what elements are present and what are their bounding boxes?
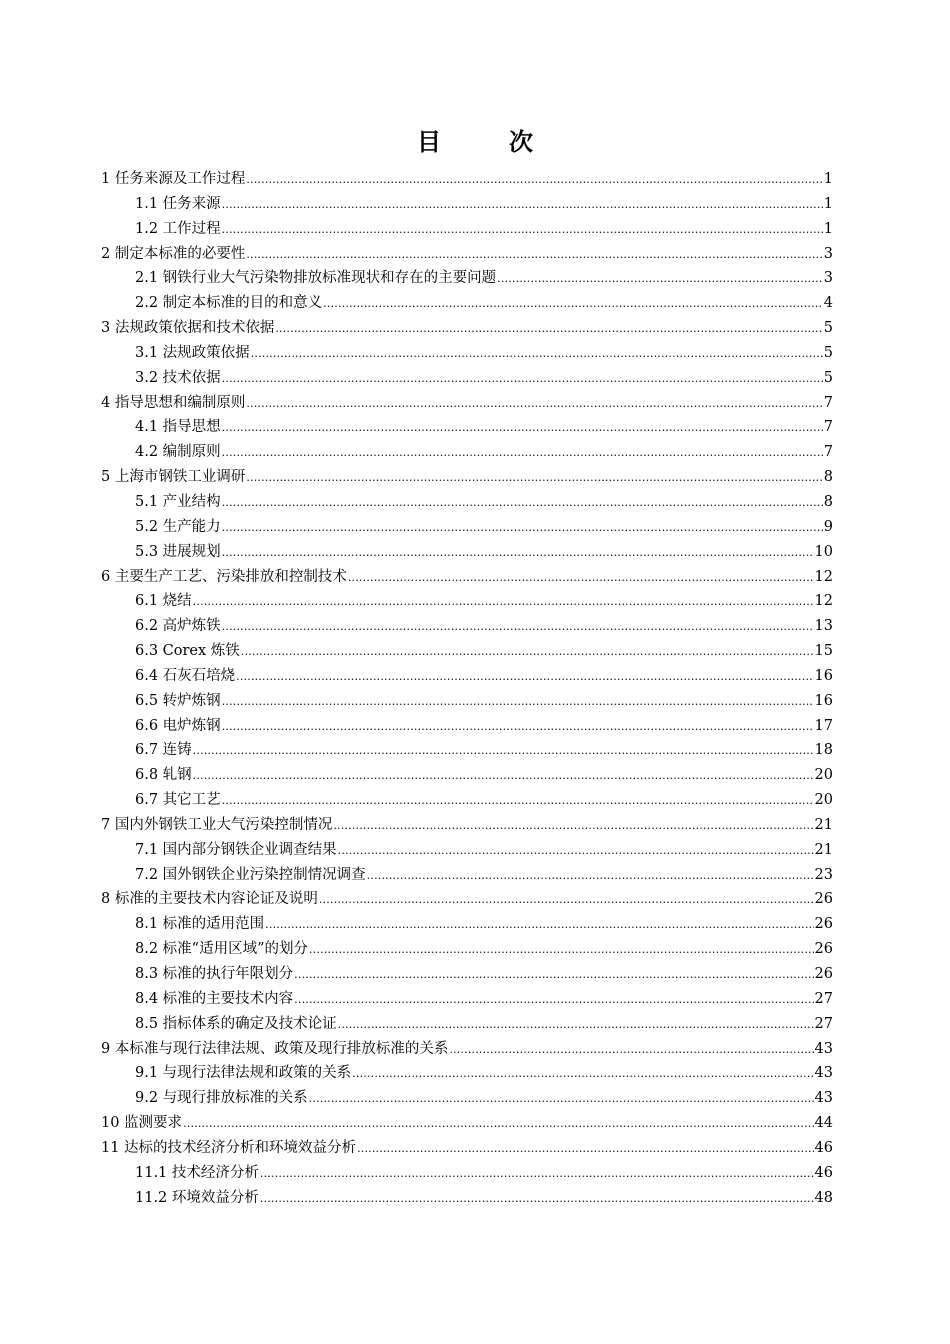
toc-entry-label: 5 上海市钢铁工业调研: [101, 469, 246, 486]
toc-subsection-entry[interactable]: [101, 614, 833, 639]
toc-subsection-entry[interactable]: [101, 490, 833, 515]
toc-entry-label: 6.1 烧结: [135, 593, 192, 610]
toc-dot-leader: [260, 1162, 814, 1187]
toc-entry-label: 7.2 国外钢铁企业污染控制情况调查: [135, 866, 366, 883]
toc-page-number: 46: [814, 1164, 833, 1181]
toc-subsection-entry[interactable]: [101, 763, 833, 788]
toc-page-number: 44: [814, 1115, 833, 1132]
toc-page-number: 21: [814, 816, 833, 833]
toc-subsection-entry[interactable]: [101, 838, 833, 863]
toc-entry-label: 5.3 进展规划: [135, 543, 221, 560]
toc-dot-leader: [222, 690, 814, 715]
toc-subsection-entry[interactable]: [101, 1061, 833, 1086]
toc-dot-leader: [338, 839, 814, 864]
toc-subsection-entry[interactable]: [101, 1012, 833, 1037]
toc-dot-leader: [222, 516, 823, 541]
toc-section-entry[interactable]: [101, 1136, 833, 1161]
toc-page-number: 43: [814, 1090, 833, 1107]
toc-page-number: 13: [814, 618, 833, 635]
toc-dot-leader: [222, 441, 823, 466]
toc-subsection-entry[interactable]: [101, 540, 833, 565]
toc-page-number: 26: [814, 966, 833, 982]
toc-dot-leader: [183, 1112, 813, 1137]
toc-section-entry[interactable]: [101, 1037, 833, 1062]
toc-page-number: 5: [823, 320, 833, 337]
toc-dot-leader: [275, 317, 822, 342]
toc-page-number: 16: [814, 667, 833, 684]
toc-subsection-entry[interactable]: [101, 689, 833, 714]
toc-entry-label: 2 制定本标准的必要性: [101, 245, 246, 262]
table-of-contents: [101, 167, 833, 1210]
toc-entry-label: 6 主要生产工艺、污染排放和控制技术: [101, 568, 347, 585]
toc-entry-label: 1.1 任务来源: [135, 195, 221, 212]
toc-subsection-entry[interactable]: [101, 217, 833, 242]
toc-subsection-entry[interactable]: [101, 714, 833, 739]
toc-dot-leader: [222, 715, 814, 740]
toc-page-number: 46: [814, 1139, 833, 1156]
toc-page-number: 27: [814, 1015, 833, 1032]
toc-page-number: 8: [823, 469, 833, 486]
toc-dot-leader: [367, 864, 814, 889]
toc-subsection-entry[interactable]: [101, 664, 833, 689]
toc-entry-label: 9.2 与现行排放标准的关系: [135, 1090, 308, 1107]
toc-page-number: 18: [814, 742, 833, 759]
toc-page-number: 1: [823, 195, 833, 212]
toc-page-number: 43: [814, 1040, 833, 1057]
toc-subsection-entry[interactable]: [101, 738, 833, 763]
toc-subsection-entry[interactable]: [101, 366, 833, 391]
toc-entry-label: 5.1 产业结构: [135, 493, 221, 510]
toc-entry-label: 6.7 其它工艺: [135, 792, 221, 809]
toc-entry-label: 3.1 法规政策依据: [135, 344, 250, 361]
toc-entry-label: 4.1 指导思想: [135, 419, 221, 436]
toc-page-number: 10: [814, 543, 833, 560]
toc-dot-leader: [348, 566, 814, 591]
toc-section-entry[interactable]: [101, 391, 833, 416]
toc-entry-label: 6.6 电炉炼钢: [135, 717, 221, 734]
toc-subsection-entry[interactable]: [101, 515, 833, 540]
toc-subsection-entry[interactable]: [101, 1161, 833, 1186]
toc-entry-label: 2.1 钢铁行业大气污染物排放标准现状和存在的主要问题: [135, 270, 497, 287]
toc-dot-leader: [222, 416, 823, 441]
toc-section-entry[interactable]: [101, 465, 833, 490]
toc-page-number: 20: [814, 767, 833, 784]
toc-entry-label: 4 指导思想和编制原则: [101, 394, 246, 411]
toc-dot-leader: [222, 218, 823, 243]
toc-page-number: 15: [814, 643, 833, 660]
toc-entry-label: 11.2 环境效益分析: [135, 1189, 259, 1206]
toc-section-entry[interactable]: [101, 167, 833, 192]
toc-dot-leader: [222, 491, 823, 516]
toc-page-number: 5: [823, 369, 833, 386]
toc-dot-leader: [193, 764, 814, 789]
toc-dot-leader: [357, 1137, 813, 1162]
toc-subsection-entry[interactable]: [101, 266, 833, 291]
toc-subsection-entry[interactable]: [101, 341, 833, 366]
toc-page-number: 23: [814, 866, 833, 883]
toc-dot-leader: [294, 963, 813, 988]
toc-dot-leader: [222, 789, 814, 814]
toc-page-number: 26: [814, 891, 833, 908]
toc-dot-leader: [241, 640, 814, 665]
toc-dot-leader: [309, 1087, 814, 1112]
toc-page-number: 7: [823, 444, 833, 461]
toc-subsection-entry[interactable]: [101, 937, 833, 962]
toc-entry-label: 8.1 标准的适用范围: [135, 916, 265, 933]
toc-page-number: 43: [814, 1065, 833, 1082]
toc-dot-leader: [294, 988, 813, 1013]
toc-dot-leader: [319, 888, 814, 913]
toc-subsection-entry[interactable]: [101, 415, 833, 440]
toc-dot-leader: [265, 913, 813, 938]
toc-dot-leader: [251, 342, 823, 367]
toc-dot-leader: [222, 193, 823, 218]
toc-subsection-entry[interactable]: [101, 440, 833, 465]
toc-entry-label: 6.7 连铸: [135, 742, 192, 759]
page-title: 目 次: [417, 128, 555, 156]
toc-subsection-entry[interactable]: [101, 863, 833, 888]
toc-dot-leader: [236, 665, 813, 690]
toc-subsection-entry[interactable]: [101, 788, 833, 813]
toc-page-number: 26: [814, 941, 833, 958]
toc-page-number: 20: [814, 792, 833, 809]
toc-subsection-entry[interactable]: [101, 987, 833, 1012]
toc-page-number: 17: [814, 717, 833, 734]
toc-entry-label: 8.4 标准的主要技术内容: [135, 990, 294, 1007]
toc-dot-leader: [246, 243, 822, 268]
toc-subsection-entry[interactable]: [101, 962, 833, 987]
toc-entry-label: 6.3 Corex 炼铁: [135, 643, 240, 660]
toc-entry-label: 8 标准的主要技术内容论证及说明: [101, 891, 318, 908]
toc-subsection-entry[interactable]: [101, 1186, 833, 1211]
toc-dot-leader: [338, 1013, 814, 1038]
toc-entry-label: 3.2 技术依据: [135, 369, 221, 386]
toc-entry-label: 3 法规政策依据和技术依据: [101, 320, 275, 337]
toc-subsection-entry[interactable]: [101, 589, 833, 614]
toc-dot-leader: [222, 541, 814, 566]
toc-entry-label: 11 达标的技术经济分析和环境效益分析: [101, 1139, 357, 1156]
toc-dot-leader: [246, 466, 822, 491]
toc-entry-label: 8.3 标准的执行年限划分: [135, 966, 294, 982]
toc-entry-label: 8.5 指标体系的确定及技术论证: [135, 1015, 337, 1032]
toc-section-entry[interactable]: [101, 1111, 833, 1136]
toc-page-number: 12: [814, 593, 833, 610]
toc-entry-label: 7 国内外钢铁工业大气污染控制情况: [101, 816, 333, 833]
toc-dot-leader: [193, 739, 814, 764]
toc-entry-label: 6.2 高炉炼铁: [135, 618, 221, 635]
toc-subsection-entry[interactable]: [101, 912, 833, 937]
toc-dot-leader: [333, 814, 813, 839]
toc-entry-label: 1.2 工作过程: [135, 220, 221, 237]
toc-section-entry[interactable]: [101, 242, 833, 267]
toc-entry-label: 7.1 国内部分钢铁企业调查结果: [135, 841, 337, 858]
toc-page-number: 3: [823, 270, 833, 287]
toc-page-number: 4: [823, 295, 833, 312]
toc-page-number: 26: [814, 916, 833, 933]
toc-entry-label: 10 监测要求: [101, 1115, 183, 1132]
toc-section-entry[interactable]: [101, 887, 833, 912]
toc-entry-label: 9 本标准与现行法律法规、政策及现行排放标准的关系: [101, 1040, 449, 1057]
toc-page-number: 5: [823, 344, 833, 361]
toc-page-number: 7: [823, 394, 833, 411]
toc-dot-leader: [449, 1038, 813, 1063]
toc-dot-leader: [260, 1187, 814, 1212]
toc-dot-leader: [246, 392, 822, 417]
toc-section-entry[interactable]: [101, 316, 833, 341]
toc-dot-leader: [323, 292, 823, 317]
toc-entry-label: 11.1 技术经济分析: [135, 1164, 259, 1181]
toc-entry-label: 6.5 转炉炼钢: [135, 692, 221, 709]
toc-page-number: 48: [814, 1189, 833, 1206]
toc-entry-label: 4.2 编制原则: [135, 444, 221, 461]
toc-dot-leader: [497, 267, 823, 292]
toc-section-entry[interactable]: [101, 565, 833, 590]
toc-page-number: 8: [823, 493, 833, 510]
toc-entry-label: 9.1 与现行法律法规和政策的关系: [135, 1065, 352, 1082]
toc-page-number: 12: [814, 568, 833, 585]
toc-subsection-entry[interactable]: [101, 291, 833, 316]
toc-entry-label: 2.2 制定本标准的目的和意义: [135, 295, 323, 312]
toc-section-entry[interactable]: [101, 813, 833, 838]
toc-page-number: 1: [823, 220, 833, 237]
toc-subsection-entry[interactable]: [101, 639, 833, 664]
toc-dot-leader: [246, 168, 822, 193]
toc-entry-label: 8.2 标准“适用区域”的划分: [135, 941, 308, 958]
toc-page-number: 7: [823, 419, 833, 436]
toc-dot-leader: [222, 615, 814, 640]
toc-page-number: 9: [823, 518, 833, 535]
toc-subsection-entry[interactable]: [101, 1086, 833, 1111]
toc-dot-leader: [352, 1062, 813, 1087]
toc-page-number: 27: [814, 990, 833, 1007]
toc-entry-label: 6.8 轧钢: [135, 767, 192, 784]
toc-entry-label: 6.4 石灰石培烧: [135, 667, 236, 684]
toc-subsection-entry[interactable]: [101, 192, 833, 217]
toc-entry-label: 1 任务来源及工作过程: [101, 171, 246, 187]
toc-dot-leader: [193, 590, 814, 615]
toc-entry-label: 5.2 生产能力: [135, 518, 221, 535]
toc-page-number: 3: [823, 245, 833, 262]
toc-page-number: 1: [823, 171, 833, 187]
toc-dot-leader: [222, 367, 823, 392]
toc-page-number: 16: [814, 692, 833, 709]
toc-page-number: 21: [814, 841, 833, 858]
toc-dot-leader: [309, 938, 814, 963]
